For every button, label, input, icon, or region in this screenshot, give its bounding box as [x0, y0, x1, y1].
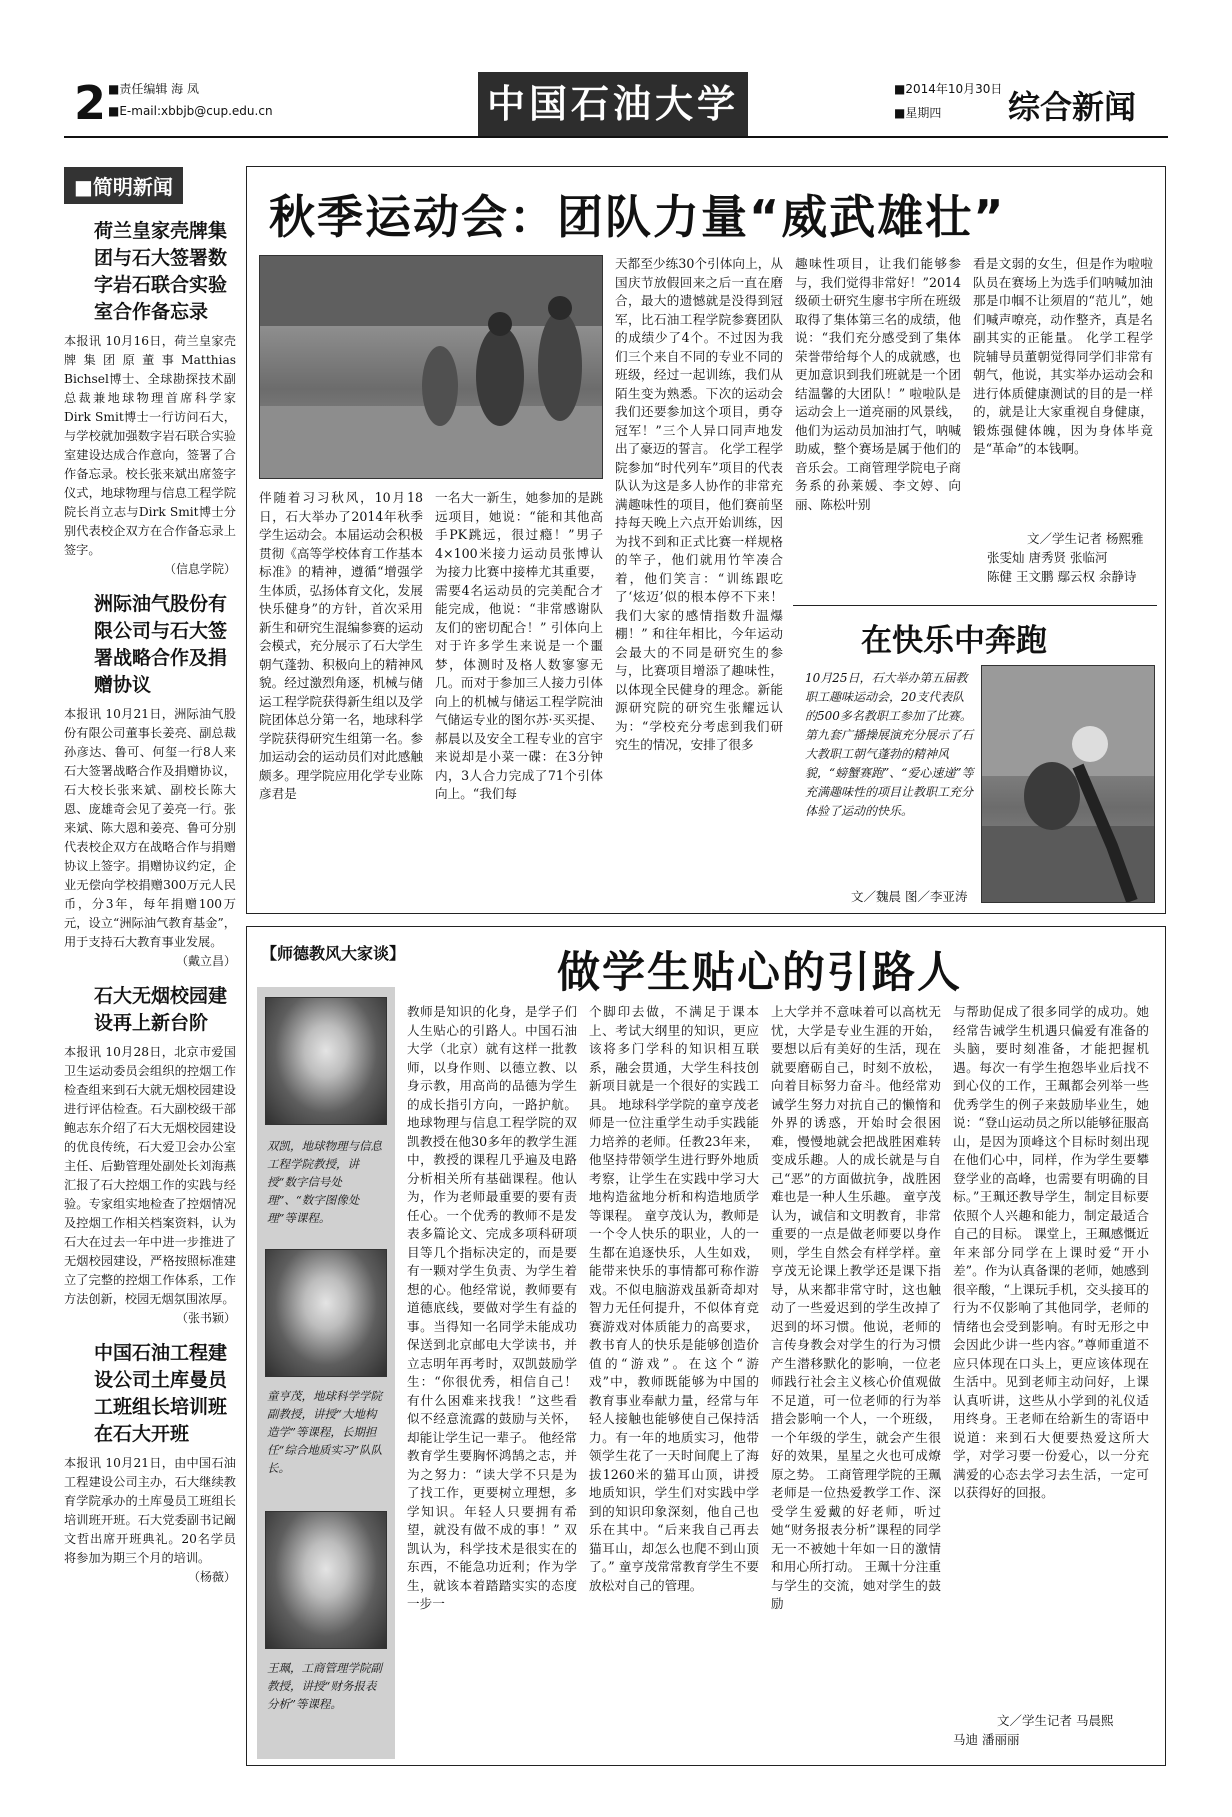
sports-meet-story — [246, 166, 1166, 914]
story-byline: 文／学生记者 杨熙雅 — [1027, 531, 1144, 546]
brief-body: 本报讯 10月21日，洲际油气股份有限公司董事长姜亮、副总裁孙彦达、鲁可、何玺一行8人来石大签署战略合作及捐赠协议，石大校长张来斌、副校长陈大恩、庞雄奇会见了姜亮一行。张来斌、陈大恩和姜亮、鲁可分别代表校企双方在战略合作与捐赠协议上签字。捐赠协议约定，企业无偿向学校捐赠300万元人民币，分3年，每年捐赠100万元，设立“洲际油气教育基金”，用于支持石大教育事业发展。 — [64, 707, 236, 949]
story-headline: 秋季运动会：团队力量“威武雄壮” — [269, 190, 1006, 244]
brief-item — [64, 1340, 236, 1585]
portrait-caption: 王珮，工商管理学院副教授，讲授“财务报表分析”等课程。 — [267, 1661, 382, 1711]
feature-column-3: 上大学并不意味着可以高枕无忧，大学是专业生涯的开始，要想以后有美好的生活，现在就要磨砺自己，时刻不放松，向着目标努力奋斗。他经常劝诫学生努力对抗自己的懒惰和外界的诱惑，开始时会很困难，慢慢地就会把战胜困难转变成乐趣。人的成长就是与自己“恶”的方面做抗争，战胜困难也是一种人生乐趣。 童亨茂认为，诚信和文明教育，非常重要的一点是做老师要以身作则，学生自然会有样学样。童亨茂无论课上教学还是课下指导，从来都非常守时，这也触动了一些爱迟到的学生改掉了迟到的坏习惯。他说，老师的言传身教会对学生的行为习惯产生潜移默化的影响，一位老师践行社会主义核心价值观做不足道，可一位老师的行为举措会影响一个人，一个班级，一个年级的学生，就会产生很好的效果，星星之火也可成燎原之势。 工商管理学院的王珮老师是一位热爱教学工作、深受学生爱戴的好老师，听过她“财务报表分析”课程的同学无一不被她十年如一日的激情和用心所打动。 王珮十分注重与学生的交流，她对学生的鼓励 — [771, 1004, 941, 1611]
story-column-1: 伴随着习习秋风，10月18日，石大举办了2014年秋季学生运动会。本届运动会积极贯彻《高等学校体育工作基本标准》的精神，遵循“增强学生体质，弘扬体育文化，发展快乐健身”的方针，首次采用新生和研究生混编参赛的运动会模式，充分展示了石大学生朝气蓬勃、积极向上的精神风貌。经过激烈角逐，机械与储运工程学院获得新生组以及学院团体总分第一名，地球科学学院获得研究生组第一名。参加运动会的运动员们对此感触颇多。理学院应用化学专业陈彦君是 — [259, 490, 423, 801]
story-column-3: 天都至少练30个引体向上，从国庆节放假回来之后一直在磨合，最大的遗憾就是没得到冠军，比石油工程学院参赛团队的成绩少了4个。不过因为我们三个来自不同的专业不同的班级，经过一起训练，我们从陌生变为熟悉。下次的运动会我们还要参加这个项目，勇夺冠军！”三个人异口同声地发出了豪迈的誓言。 化学工程学院参加“时代列车”项目的代表队认为这是多人协作的非常充满趣味性的项目，他们赛前坚持每天晚上六点开始训练，因为找不到和正式比赛一样规格的竿子，他们就用竹竿凑合着，他们笑言：“训练跟吃了‘炫迈’似的根本停不下来！我们大家的感情指数升温爆棚！” 和往年相比，今年运动会最大的不同是研究生的参与，比赛项目增添了趣味性，以体现全民健身的理念。新能源研究院的研究生张耀远认为：“学校充分考虑到我们研究生的情况，安排了很多 — [615, 256, 783, 752]
brief-source: （杨薇） — [187, 1570, 236, 1584]
teacher-portrait — [265, 997, 387, 1125]
teacher-portrait — [265, 1249, 387, 1377]
substory-body: 10月25日，石大举办第五届教职工趣味运动会，20支代表队的500多名教职工参加了比赛。第九套广播操展演充分展示了石大教职工朝气蓬勃的精神风貌，“螃蟹赛跑”、“爱心速递”等充满趣味性的项目让教职工充分体验了运动的快乐。 — [805, 671, 974, 818]
portrait-caption: 双凯，地球物理与信息工程学院教授，讲授“数字信号处理”、“数字图像处理”等课程。 — [267, 1139, 382, 1225]
feature-byline: 文／学生记者 马晨熙 — [997, 1713, 1114, 1728]
runners-illustration — [260, 256, 603, 479]
email-line: ■E-mail:xbbjb@cup.edu.cn — [108, 104, 273, 118]
page-number: 2 — [74, 76, 107, 130]
brief-source: （张书颖） — [175, 1311, 236, 1325]
header-rule — [64, 136, 1168, 138]
page-header — [0, 0, 1232, 140]
substory-credit: 文／魏晨 图／李亚涛 — [851, 889, 968, 904]
story-column-2: 一名大一新生，她参加的是跳远项目，她说：“能和其他高手PK跳远，很过瘾！”男子4×100米接力运动员张博认为接力比赛中接棒尤其重要，需要4名运动员的完美配合才能完成，他说：“非常感谢队友们的密切配合！” 引体向上对于许多学生来说是一个噩梦，体测时及格人数寥寥无几。而对于参加三人接力引体向上的机械与储运工程学院油气储运专业的图尔苏·买买提、郝晨以及安全工程专业的宫宇来说却是小菜一碟：在3分钟内，3人合力完成了71个引体向上。“我们每 — [435, 490, 603, 801]
teacher-portrait — [265, 1511, 387, 1649]
brief-news-column — [64, 167, 236, 1585]
feature-kicker: 【师德教风大家谈】 — [261, 944, 406, 963]
brief-body: 本报讯 10月16日，荷兰皇家壳牌集团原董事Matthias Bichsel博士、全球勘探技术副总裁兼地球物理首席科学家Dirk Smit博士一行访问石大，与学校就加强数字岩石联合实验室建设达成合作意向，签署了合作备忘录。校长张来斌出席签字仪式，地球物理与信息工程学院院长肖立志与Dirk Smit博士分别代表校企双方在合作备忘录上签字。 — [64, 334, 236, 557]
portrait-caption: 童亨茂，地球科学学院副教授，讲授“大地构造学”等课程，长期担任“综合地质实习”队队长。 — [267, 1389, 383, 1475]
story-column-4: 趣味性项目，让我们能够参与，我们觉得非常好！”2014级硕士研究生廖书宇所在班级取得了集体第三名的成绩，他说：“我们充分感受到了集体荣誉带给每个人的成就感，也更加意识到我们班就是一个团结温馨的大团队！” 啦啦队是运动会上一道亮丽的风景线，他们为运动员加油打气，呐喊助威，整个赛场是属于他们的音乐会。工商管理学院电子商务系的孙莱媛、李文婷、向丽、陈松叶别 — [795, 256, 961, 512]
brief-item — [64, 218, 236, 577]
feature-headline: 做学生贴心的引路人 — [557, 948, 962, 998]
feature-column-1: 教师是知识的化身，是学子们人生贴心的引路人。中国石油大学（北京）就有这样一批教师，以身作则、以德立教、以身示教，用高尚的品德为学生的成长指引方向，一路护航。 地球物理与信息工程学院的双凯教授在他30多年的教学生涯中，教授的课程几乎遍及电路分析相关所有基础课程。他认为，作为老师最重要的要有责任心。一个优秀的教师不是发表多篇论文、完成多项科研项目等几个指标决定的，而是要有一颗对学生负责、为学生着想的心。他经常说，教师要有道德底线，要做对学生有益的事。当得知一名同学未能成功保送到北京邮电大学读书，并立志明年再考时，双凯鼓励学生：“你很优秀，相信自己！有什么困难来找我！”这些看似不经意流露的鼓励与关怀，却能让学生记一辈子。 他经常教育学生要胸怀鸿鹄之志，并为之努力：“读大学不只是为了找工作，更要树立理想，多学知识。年轻人只要拥有希望，就没有做不成的事！” 双凯认为，科学技术是很实在的东西，不能急功近利；作为学生，就该本着踏踏实实的态度一步一 — [407, 1004, 577, 1611]
masthead: 中国石油大学 — [478, 72, 748, 136]
substory-divider — [793, 605, 1157, 606]
teacher-feature-story — [246, 926, 1166, 1766]
substory-headline: 在快乐中奔跑 — [861, 623, 1047, 659]
brief-news-heading: ■简明新闻 — [64, 167, 183, 204]
feature-byline: 马迪 潘丽丽 — [953, 1732, 1020, 1747]
brief-title: 石大无烟校园建设再上新台阶 — [94, 985, 228, 1034]
brief-title: 洲际油气股份有限公司与石大签署战略合作及捐赠协议 — [94, 593, 228, 696]
section-name: 综合新闻 — [1008, 88, 1137, 126]
relay-race-photo — [259, 255, 603, 479]
brief-title: 荷兰皇家壳牌集团与石大签署数字岩石联合实验室合作备忘录 — [94, 220, 228, 323]
brief-item — [64, 983, 236, 1326]
feature-column-2: 个脚印去做，不满足于课本上、考试大纲里的知识，更应该将多门学科的知识相互联系，融会贯通，大学生科技创新项目就是一个很好的实践工具。 地球科学学院的童亨茂老师是一位注重学生动手实践能力培养的老师。任教23年来，他坚持带领学生进行野外地质考察，让学生在实践中学习大地构造盆地分析和构造地质学等课程。 童亨茂认为，教师是一个令人快乐的职业，人的一生都在追逐快乐，人生如戏，能带来快乐的事情都可称作游戏。不似电脑游戏虽新奇却对智力无任何提升，不似体育竞赛游戏对体质能力的高要求，教书育人的快乐是能够创造价值的“游戏”。在这个“游戏”中，教师既能够为中国的教育事业奉献力量，经常与年轻人接触也能够使自己保持活力。有一年的地质实习，他带领学生花了一天时间爬上了海拔1260米的猫耳山顶，讲授地质知识，学生们对实践中学到的知识印象深刻，他自己也乐在其中。“后来我自己再去猫耳山，却怎么也爬不到山顶了。” 童亨茂常常教育学生不要放松对自己的管理。 — [589, 1004, 759, 1593]
portrait-strip — [257, 987, 395, 1759]
story-byline: 陈健 王文鹏 鄢云权 余静诗 — [987, 569, 1137, 584]
date-line: ■2014年10月30日 — [894, 82, 1003, 96]
weekday-line: ■星期四 — [894, 106, 942, 120]
brief-item — [64, 591, 236, 969]
story-column-5: 看是文弱的女生，但是作为啦啦队员在赛场上为选手们呐喊加油那是巾帼不让须眉的“范儿”，她们喊声嘹亮，动作整齐，真是名副其实的正能量。 化学工程学院辅导员董朝觉得同学们非常有朝气，他说，其实举办运动会和进行体质健康测试的目的是一样的，就是让大家重视自身健康，锻炼强健体魄，因为身体毕竟是“革命”的本钱啊。 — [973, 256, 1153, 456]
brief-title: 中国石油工程建设公司土库曼员工班组长培训班在石大开班 — [94, 1342, 228, 1445]
brief-body: 本报讯 10月21日，由中国石油工程建设公司主办，石大继续教育学院承办的土库曼员工班组长培训班开班。石大党委副书记阚文哲出席开班典礼。20名学员将参加为期三个月的培训。 — [64, 1456, 236, 1565]
story-byline: 张雯灿 唐秀贤 张临河 — [987, 550, 1108, 565]
feature-column-4: 与帮助促成了很多同学的成功。她经常告诫学生机遇只偏爱有准备的头脑，要时刻准备，才能把握机遇。每次一有学生抱怨毕业后找不到心仪的工作，王珮都会列举一些优秀学生的例子来鼓励毕业生，她说：“登山运动员之所以能够征服高山，是因为顶峰这个目标时刻出现在他们心中，同样，作为学生要攀登学业的高峰，也需要有明确的目标。”王珮还教导学生，制定目标要依照个人兴趣和能力，制定最适合自己的目标。 课堂上，王珮感慨近年来部分同学在上课时爱“开小差”。作为认真备课的老师，她感到很辛酸，“上课玩手机，交头接耳的行为不仅影响了其他同学，老师的情绪也会受到影响。有时无形之中会因此少讲一些内容。”尊师重道不应只体现在口头上，更应该体现在生活中。见到老师主动问好，上课认真听讲，这些从小学到的礼仪适用终身。王老师在给新生的寄语中说道：来到石大便要热爱这所大学，对学习要一份爱心，以一分充满爱的心态去学习去生活，一定可以获得好的回报。 — [953, 1004, 1149, 1500]
editor-line: ■责任编辑 海 凤 — [108, 82, 199, 96]
brief-source: （信息学院） — [163, 562, 236, 576]
brief-source: （戴立昌） — [175, 954, 236, 968]
brief-body: 本报讯 10月28日，北京市爱国卫生运动委员会组织的控烟工作检查组来到石大就无烟校园建设进行评估检查。石大副校级干部鲍志东介绍了石大无烟校园建设的优良传统，石大爱卫会办公室主任、后勤管理处副处长刘海燕汇报了石大控烟工作的实践与经验。专家组实地检查了控烟情况及控烟工作相关档案资料，认为石大在过去一年中进一步推进了无烟校园建设，严格按照标准建立了完整的控烟工作体系，工作方法创新，校园无烟氛围浓厚。 — [64, 1045, 236, 1306]
runner-illustration — [982, 666, 1155, 903]
staff-games-photo — [981, 665, 1155, 903]
